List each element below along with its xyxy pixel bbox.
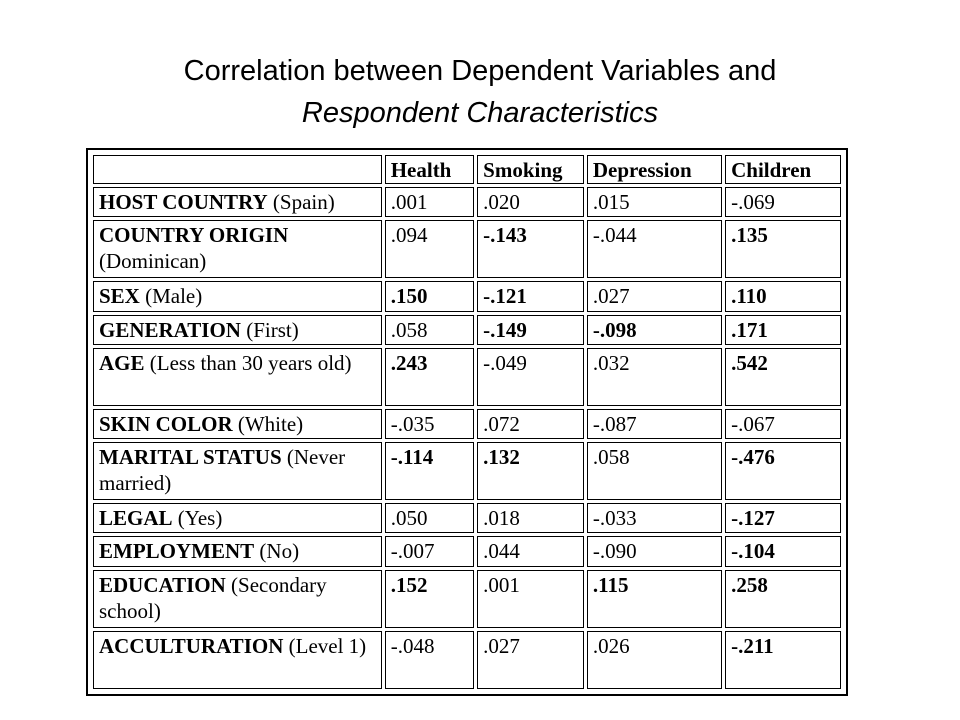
table-row [93,315,841,345]
reference-category: (No) [254,539,300,564]
row-label [93,409,382,439]
value-cell: .150 [385,281,474,311]
variable-name: LEGAL [99,506,173,531]
row-label [93,348,382,406]
header-cell-health: Health [385,155,474,184]
value-cell: -.211 [725,631,841,689]
value-cell: .115 [587,570,722,628]
reference-category: (Male) [139,284,203,309]
value-cell: -.104 [725,536,841,566]
variable-name: GENERATION [99,317,241,342]
value-cell: .050 [385,503,474,533]
table-row [93,187,841,217]
value-cell: -.044 [587,220,722,278]
correlation-table [90,152,844,692]
title-line-1: Correlation between Dependent Variables and [183,55,777,87]
value-cell: -.048 [385,631,474,689]
value-cell: .027 [477,631,584,689]
reference-category: (Spain) [267,190,335,214]
header-cell-depression: Depression [587,155,722,184]
header-cell-children: Children [725,155,841,184]
value-cell: -.033 [587,503,722,533]
value-cell: .243 [385,348,474,406]
value-cell: .152 [385,570,474,628]
value-cell: -.087 [587,409,722,439]
value-cell: .258 [725,570,841,628]
row-label [93,631,382,689]
row-label [93,315,382,345]
value-cell: .542 [725,348,841,406]
row-label [93,536,382,566]
title-line-2: Respondent Characteristics [301,97,659,129]
value-cell: .027 [587,281,722,311]
header-cell-smoking: Smoking [477,155,584,184]
table-row [93,536,841,566]
value-cell: -.090 [587,536,722,566]
table-row [93,409,841,439]
row-label [93,442,382,500]
value-cell: .001 [385,187,474,217]
table-row [93,442,841,500]
reference-category: (Dominican) [99,249,207,274]
value-cell: -.127 [725,503,841,533]
value-cell: .001 [477,570,584,628]
value-cell: .171 [725,315,841,345]
value-cell: -.098 [587,315,722,345]
reference-category: (Less than 30 years old) [144,350,352,375]
value-cell: .058 [385,315,474,345]
value-cell: .044 [477,536,584,566]
value-cell: -.049 [477,348,584,406]
variable-name: EMPLOYMENT [99,539,255,564]
value-cell: -.035 [385,409,474,439]
variable-name: EDUCATION [99,572,226,597]
reference-category: (Secondary school) [99,572,327,623]
variable-name: SEX [99,284,140,309]
value-cell: .058 [587,442,722,500]
reference-category: (Level 1) [283,633,367,658]
value-cell: .132 [477,442,584,500]
row-label [93,220,382,278]
reference-category: (Yes) [172,506,223,531]
value-cell: .072 [477,409,584,439]
variable-name: ACCULTURATION [99,633,284,658]
table-row [93,220,841,278]
row-label [93,187,382,217]
value-cell: .032 [587,348,722,406]
header-row [93,155,841,184]
value-cell: -.476 [725,442,841,500]
value-cell: -.114 [385,442,474,500]
value-cell: .110 [725,281,841,311]
value-cell: .015 [587,187,722,217]
value-cell: -.143 [477,220,584,278]
value-cell: -.067 [725,409,841,439]
value-cell: .020 [477,187,584,217]
variable-name: SKIN COLOR [99,411,233,436]
slide-title [0,50,960,134]
value-cell: .026 [587,631,722,689]
value-cell: -.149 [477,315,584,345]
row-label [93,503,382,533]
correlation-table-frame [86,148,848,696]
variable-name: HOST COUNTRY [99,190,268,214]
variable-name: AGE [99,350,145,375]
table-row [93,348,841,406]
table-row [93,503,841,533]
table-row [93,631,841,689]
header-cell-blank [93,155,382,184]
reference-category: (First) [240,317,299,342]
reference-category: (Never married) [99,445,346,495]
value-cell: -.069 [725,187,841,217]
row-label [93,281,382,311]
value-cell: .094 [385,220,474,278]
row-label [93,570,382,628]
value-cell: -.121 [477,281,584,311]
table-row [93,281,841,311]
reference-category: (White) [232,411,304,436]
variable-name: COUNTRY ORIGIN [99,223,289,248]
value-cell: .135 [725,220,841,278]
variable-name: MARITAL STATUS [99,445,282,469]
table-row [93,570,841,628]
value-cell: -.007 [385,536,474,566]
value-cell: .018 [477,503,584,533]
